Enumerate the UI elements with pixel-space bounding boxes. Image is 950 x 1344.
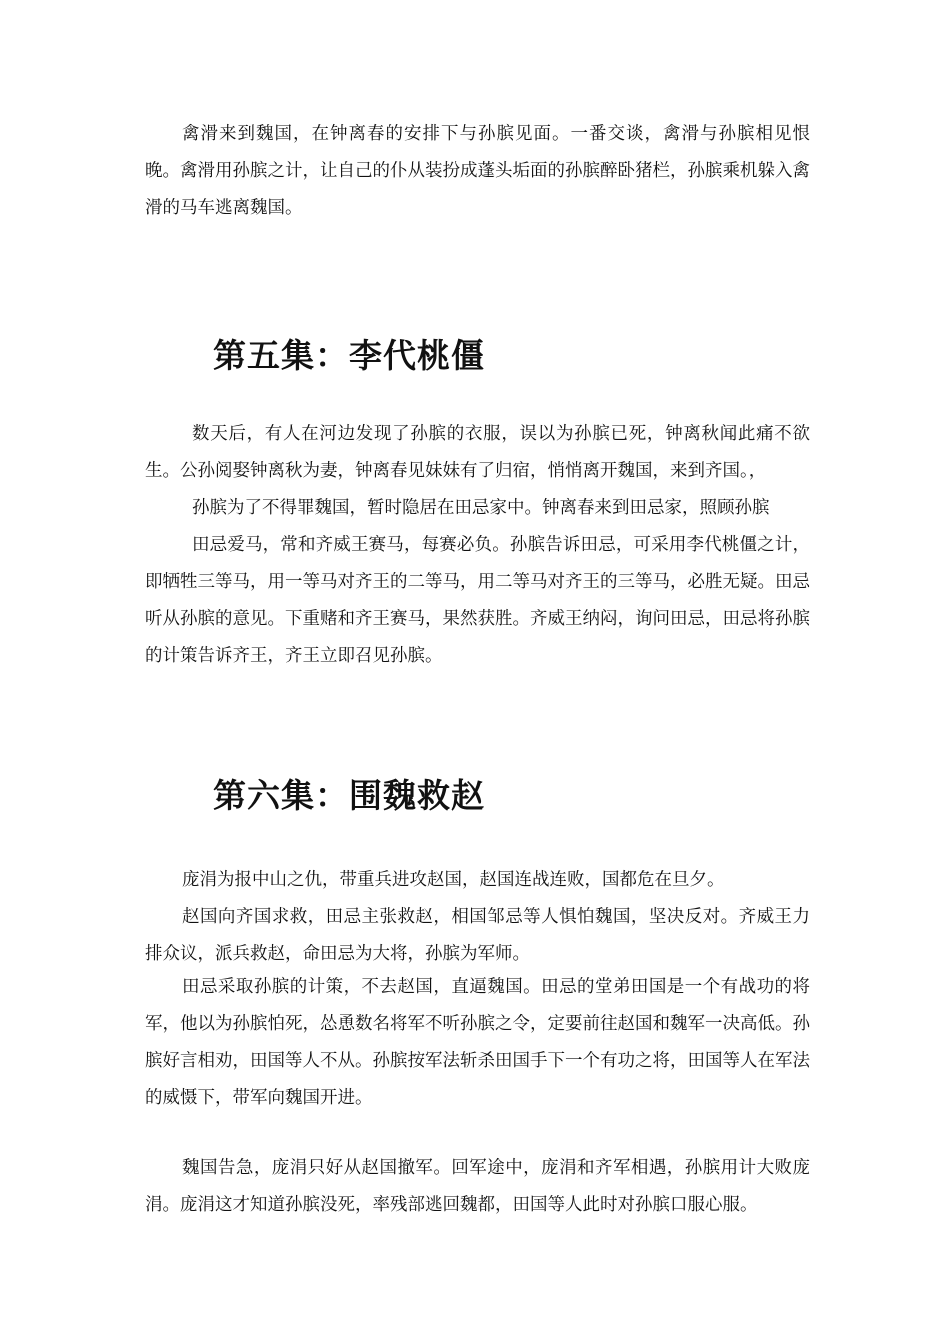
- paragraph-wei-retreat: 魏国告急，庞涓只好从赵国撤军。回军途中，庞涓和齐军相遇，孙膑用计大败庞涓。庞涓这才知道孙膑没死，率残部逃回魏都，田国等人此时对孙膑口服心服。: [145, 1158, 810, 1215]
- paragraph-qinhua-escape: 禽滑来到魏国，在钟离春的安排下与孙膑见面。一番交谈，禽滑与孙膑相见恨晚。禽滑用孙膑之计，让自己的仆从装扮成蓬头垢面的孙膑醉卧猪栏，孙膑乘机躲入禽滑的马车逃离魏国。: [145, 124, 810, 218]
- paragraph-sunbin-clothes: 数天后，有人在河边发现了孙膑的衣服，误以为孙膑已死，钟离秋闻此痛不欲生。公孙阅娶钟离秋为妻，钟离春见妹妹有了归宿，悄悄离开魏国，来到齐国。，: [145, 424, 810, 481]
- paragraph-sunbin-hiding: 孙膑为了不得罪魏国，暂时隐居在田忌家中。钟离春来到田忌家，照顾孙膑: [192, 498, 770, 518]
- episode-5-title: 第五集：李代桃僵: [213, 336, 485, 375]
- paragraph-tianji-strategy: 田忌采取孙膑的计策，不去赵国，直逼魏国。田忌的堂弟田国是一个有战功的将军，他以为孙膑怕死，怂恿数名将军不听孙膑之令，定要前往赵国和魏军一决高低。孙膑好言相劝，田国等人不从。孙膑按军法斩杀田国手下一个有功之将，田国等人在军法的威慑下，带军向魏国开进。: [145, 977, 810, 1108]
- paragraph-horse-race: 田忌爱马，常和齐威王赛马，每赛必负。孙膑告诉田忌，可采用李代桃僵之计，即牺牲三等马，用一等马对齐王的二等马，用二等马对齐王的三等马，必胜无疑。田忌听从孙膑的意见。下重赌和齐王赛马，果然获胜。齐威王纳闷，询问田忌，田忌将孙膑的计策告诉齐王，齐王立即召见孙膑。: [145, 535, 810, 666]
- paragraph-pangjuan-attack: 庞涓为报中山之仇，带重兵进攻赵国，赵国连战连败，国都危在旦夕。: [182, 870, 725, 890]
- episode-6-title: 第六集：围魏救赵: [213, 776, 485, 815]
- paragraph-zhao-seeks-help: 赵国向齐国求救，田忌主张救赵，相国邹忌等人惧怕魏国，坚决反对。齐威王力排众议，派兵救赵，命田忌为大将，孙膑为军师。: [145, 907, 810, 964]
